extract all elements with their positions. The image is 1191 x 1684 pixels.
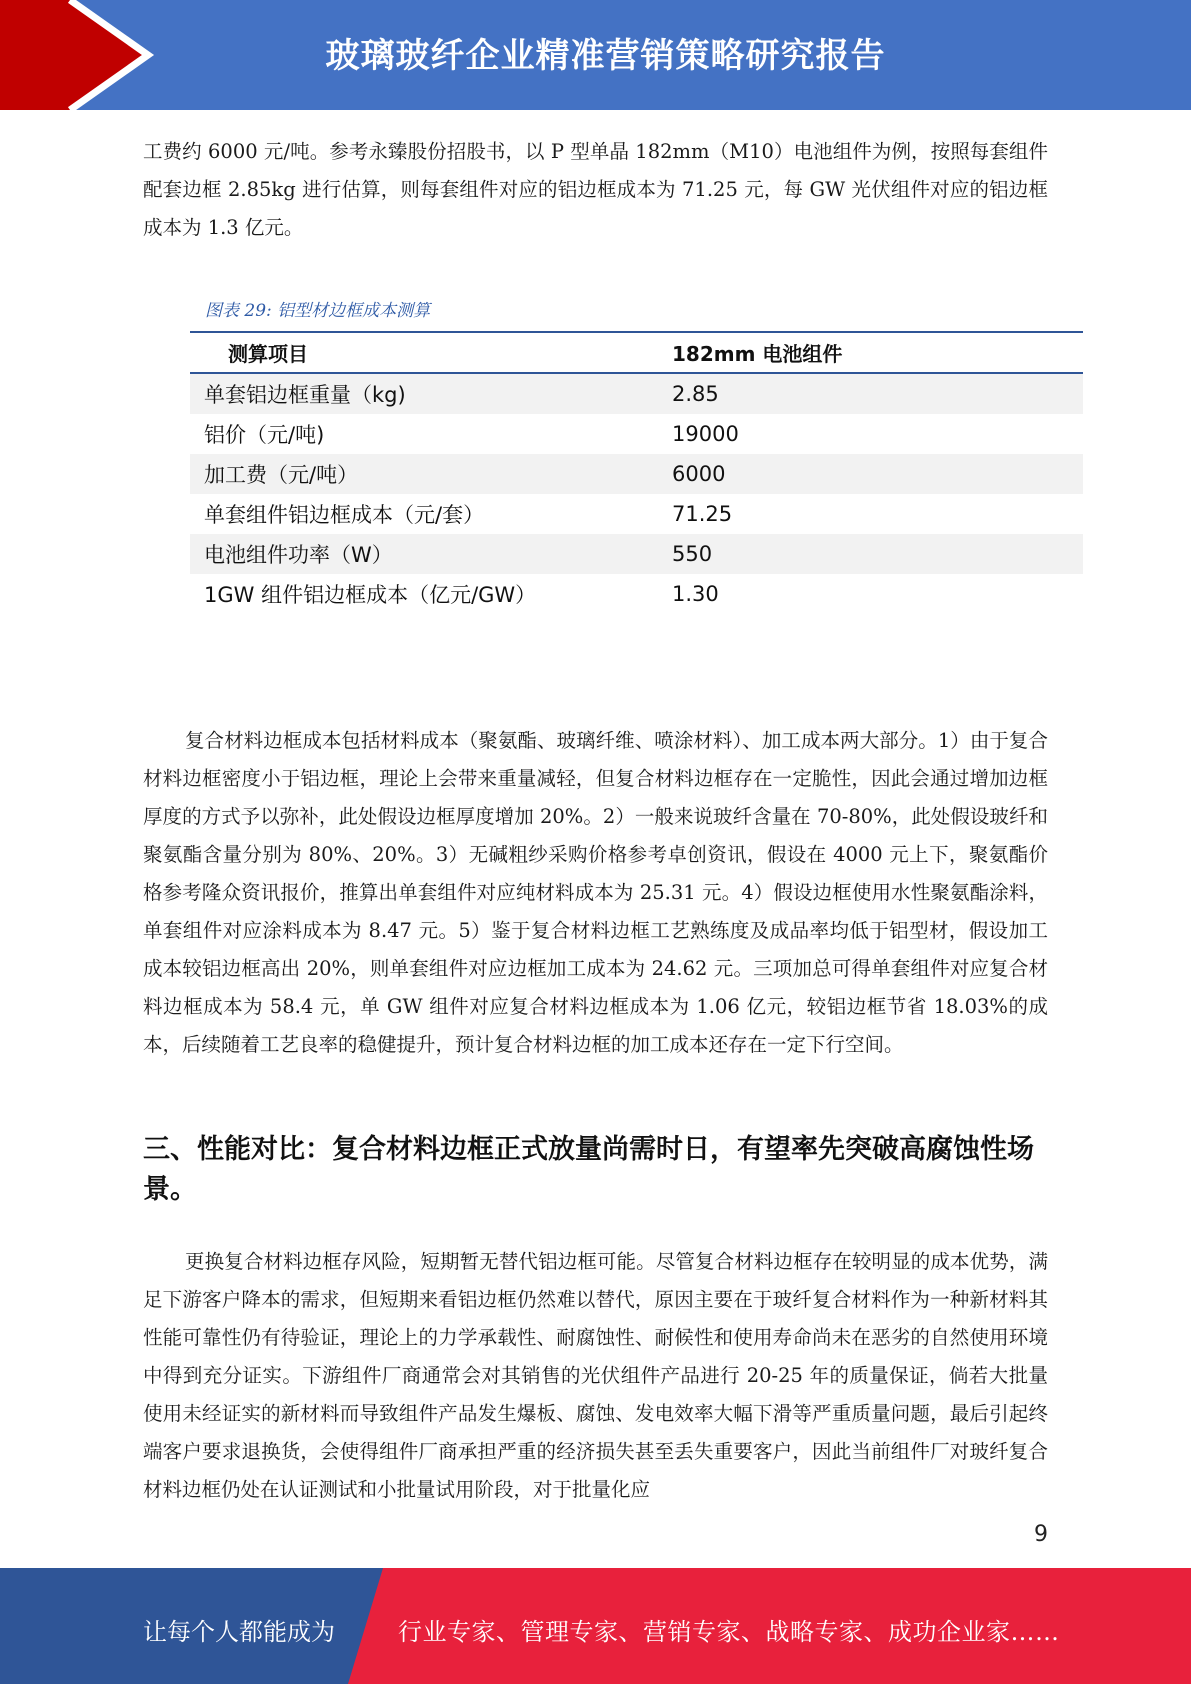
footer-slogan-right: 行业专家、管理专家、营销专家、战略专家、成功企业家…… — [398, 1618, 1060, 1646]
table-cell-item: 铝价（元/吨) — [204, 423, 325, 447]
table-row — [190, 454, 1083, 494]
table-cell-value: 71.25 — [672, 502, 733, 526]
table-row — [190, 414, 1083, 454]
figure-caption: 图表 29: 铝型材边框成本测算 — [205, 301, 431, 321]
table-cell-item: 单套组件铝边框成本（元/套） — [204, 503, 485, 527]
table-header-item: 测算项目 — [228, 342, 308, 366]
table-cell-item: 加工费（元/吨） — [204, 463, 359, 487]
table-cell-value: 550 — [672, 542, 713, 566]
body-paragraph-2: 复合材料边框成本包括材料成本（聚氨酯、玻璃纤维、喷涂材料）、加工成本两大部分。1）由于复合材料边框密度小于铝边框，理论上会带来重量减轻，但复合材料边框存在一定脆性，因此会通过增加边框厚度的方式予以弥补，此处假设边框厚度增加 20%。2）一般来说玻纤含量在 70-80%，此处假设玻纤和聚氨酯含量分别为 80%、20%。3）无碱粗纱采购价格参考卓创资讯，假设在 4000 元上下，聚氨酯价格参考隆众资讯报价，推算出单套组件对应纯材料成本为 25.31 元。4）假设边框使用水性聚氨酯涂料，单套组件对应涂料成本为 8.47 元。5）鉴于复合材料边框工艺熟练度及成品率均低于铝型材，假设加工成本较铝边框高出 20%，则单套组件对应边框加工成本为 24.62 元。三项加总可得单套组件对应复合材料边框成本为 58.4 元，单 GW 组件对应复合材料边框成本为 1.06 亿元，较铝边框节省 18.03%的成本，后续随着工艺良率的稳健提升，预计复合材料边框的加工成本还存在一定下行空间。 — [143, 729, 1048, 1056]
table-cell-value: 2.85 — [672, 382, 719, 406]
table-cell-value: 19000 — [672, 422, 739, 446]
table-cell-item: 电池组件功率（W） — [204, 543, 393, 567]
table-cell-item: 单套铝边框重量（kg) — [204, 383, 406, 407]
table-row — [190, 574, 1083, 614]
table-cell-value: 1.30 — [672, 582, 719, 606]
page-number: 9 — [1034, 1522, 1048, 1547]
table-header-row — [190, 333, 1083, 374]
body-paragraph-1: 工费约 6000 元/吨。参考永臻股份招股书，以 P 型单晶 182mm（M10）电池组件为例，按照每套组件配套边框 2.85kg 进行估算，则每套组件对应的铝边框成本为 71.25 元，每 GW 光伏组件对应的铝边框成本为 1.3 亿元。 — [143, 140, 1048, 239]
cost-table — [190, 331, 1083, 614]
table-cell-value: 6000 — [672, 462, 726, 486]
table-header-value: 182mm 电池组件 — [672, 342, 843, 366]
report-footer — [0, 1568, 1191, 1684]
section-heading: 三、性能对比：复合材料边框正式放量尚需时日，有望率先突破高腐蚀性场景。 — [143, 1134, 1034, 1205]
table-row — [190, 374, 1083, 414]
report-title: 玻璃玻纤企业精准营销策略研究报告 — [325, 36, 886, 76]
table-row — [190, 494, 1083, 534]
table-cell-item: 1GW 组件铝边框成本（亿元/GW） — [204, 583, 537, 607]
footer-slogan-left: 让每个人都能成为 — [143, 1618, 335, 1646]
report-header — [0, 0, 1191, 110]
body-paragraph-3: 更换复合材料边框存风险，短期暂无替代铝边框可能。尽管复合材料边框存在较明显的成本优势，满足下游客户降本的需求，但短期来看铝边框仍然难以替代，原因主要在于玻纤复合材料作为一种新材料其性能可靠性仍有待验证，理论上的力学承载性、耐腐蚀性、耐候性和使用寿命尚未在恶劣的自然使用环境中得到充分证实。下游组件厂商通常会对其销售的光伏组件产品进行 20-25 年的质量保证，倘若大批量使用未经证实的新材料而导致组件产品发生爆板、腐蚀、发电效率大幅下滑等严重质量问题，最后引起终端客户要求退换货，会使得组件厂商承担严重的经济损失甚至丢失重要客户，因此当前组件厂对玻纤复合材料边框仍处在认证测试和小批量试用阶段，对于批量化应 — [143, 1250, 1048, 1501]
table-row — [190, 534, 1083, 574]
